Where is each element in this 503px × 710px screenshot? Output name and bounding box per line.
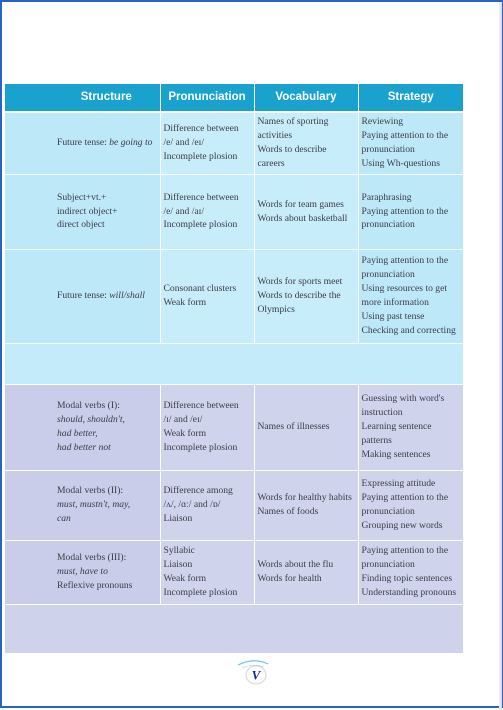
pronunciation-cell xyxy=(160,112,254,174)
structure-title: Modal verbs (I): xyxy=(57,400,120,412)
strategy-line: Checking and correcting xyxy=(361,324,456,336)
pronunciation-line: Weak form xyxy=(163,297,207,308)
structure-italic: had better, xyxy=(57,428,98,439)
table-row xyxy=(5,249,463,343)
header-pronunciation: Pronunciation xyxy=(160,84,254,112)
table-row xyxy=(5,384,463,470)
pronunciation-cell xyxy=(160,174,254,249)
vocabulary-cell xyxy=(254,112,358,174)
structure-line: Subject+vt.+ xyxy=(57,191,107,203)
strategy-line: Grouping new words xyxy=(361,519,443,531)
pronunciation-line: Difference among xyxy=(163,485,233,497)
vocabulary-cell xyxy=(254,249,358,343)
structure-cell xyxy=(5,384,160,470)
vocabulary-cell xyxy=(254,470,358,540)
vocabulary-line: Words to describe careers xyxy=(257,144,327,170)
strategy-line: Paraphrasing xyxy=(361,191,412,203)
strategy-line: Using Wh-questions xyxy=(361,158,440,170)
structure-cell xyxy=(5,540,160,604)
pronunciation-line: Liaison xyxy=(163,559,193,571)
pronunciation-line: Incomplete plosion xyxy=(163,219,238,231)
structure-cell xyxy=(5,470,160,540)
footer-band-cell xyxy=(5,604,463,653)
strategy-line: Paying attention to the pronunciation xyxy=(361,545,449,571)
pronunciation-line: /ʌ/, /ɑː/ and /ɒ/ xyxy=(163,499,221,511)
strategy-line: Using resources to get more information xyxy=(361,283,448,308)
vocabulary-line: Words for sports meet xyxy=(257,276,343,288)
strategy-line: Paying attention to the pronunciation xyxy=(361,205,449,231)
vocabulary-cell xyxy=(254,174,358,249)
vocabulary-line: Words for health xyxy=(257,573,322,584)
strategy-cell xyxy=(358,540,463,604)
strategy-cell xyxy=(358,249,463,343)
strategy-line: Learning sentence patterns xyxy=(361,421,432,446)
structure-title: Modal verbs (II): xyxy=(57,485,124,497)
table-row xyxy=(5,112,463,174)
vocabulary-line: Words about the flu xyxy=(257,559,334,571)
strategy-line: Finding topic sentences xyxy=(361,573,453,584)
vocabulary-line: Words for healthy habits xyxy=(257,492,352,504)
logo-swoosh-icon xyxy=(238,661,268,665)
pronunciation-cell xyxy=(160,470,254,540)
pronunciation-cell xyxy=(160,249,254,343)
pronunciation-line: Liaison xyxy=(163,512,193,524)
structure-title: Modal verbs (III): xyxy=(57,552,127,564)
strategy-cell xyxy=(358,174,463,249)
strategy-cell xyxy=(358,112,463,174)
pronunciation-line: Syllabic xyxy=(163,545,195,557)
strategy-line: Expressing attitude xyxy=(361,478,436,490)
strategy-cell xyxy=(358,470,463,540)
vocabulary-line: Names of foods xyxy=(257,506,319,517)
strategy-line: Guessing with word's instruction xyxy=(361,393,445,419)
pronunciation-line: /e/ and /aɪ/ xyxy=(163,205,204,217)
page-number: V xyxy=(251,667,261,683)
table-footer-band xyxy=(5,604,463,653)
pronunciation-cell xyxy=(160,540,254,604)
strategy-line: Using past tense xyxy=(361,310,425,322)
strategy-line: Reviewing xyxy=(361,116,404,128)
vocabulary-line: Words to describe the Olympics xyxy=(257,290,341,315)
pronunciation-line: Weak form xyxy=(163,573,207,584)
vocabulary-cell xyxy=(254,540,358,604)
pronunciation-line: Incomplete plosion xyxy=(163,586,238,598)
strategy-line: Paying attention to the pronunciation xyxy=(361,492,449,517)
structure-italic: will/shall xyxy=(109,290,145,302)
scan-shadow xyxy=(499,2,502,710)
header-strategy: Strategy xyxy=(358,84,463,112)
pronunciation-line: Consonant clusters xyxy=(163,283,237,295)
pronunciation-line: Incomplete plosion xyxy=(163,441,238,453)
strategy-cell xyxy=(358,384,463,470)
structure-text: Future tense: xyxy=(57,290,110,302)
syllabus-table xyxy=(5,84,463,653)
table-row xyxy=(5,540,463,604)
structure-text: Future tense: xyxy=(57,137,110,149)
structure-cell xyxy=(5,249,160,343)
structure-italic: must, mustn't, may, xyxy=(57,499,131,511)
table-header-row xyxy=(5,84,463,112)
structure-italic: must, have to xyxy=(57,566,108,578)
structure-italic: be going to xyxy=(109,137,153,149)
structure-cell xyxy=(5,112,160,174)
page-number-logo xyxy=(234,659,274,687)
structure-line: Reflexive pronouns xyxy=(57,579,133,591)
strategy-line: Understanding pronouns xyxy=(361,586,457,598)
table-row xyxy=(5,174,463,249)
unit-separator-band xyxy=(5,343,463,384)
separator-cell xyxy=(5,343,463,384)
header-structure: Structure xyxy=(5,84,160,112)
vocabulary-line: Words about basketball xyxy=(257,212,348,224)
pronunciation-line: /ɪ/ and /eɪ/ xyxy=(163,414,203,426)
pronunciation-line: /e/ and /eɪ/ xyxy=(163,137,204,149)
structure-italic: should, shouldn't, xyxy=(57,414,125,426)
vocabulary-line: Names of sporting activities xyxy=(257,116,329,142)
vocabulary-line: Names of illnesses xyxy=(257,421,330,433)
structure-line: indirect object+ xyxy=(57,205,118,217)
strategy-line: Making sentences xyxy=(361,448,431,460)
pronunciation-line: Difference between xyxy=(163,123,239,135)
vocabulary-cell xyxy=(254,384,358,470)
strategy-line: Paying attention to the pronunciation xyxy=(361,255,449,281)
pronunciation-line: Difference between xyxy=(163,400,239,412)
table-row xyxy=(5,470,463,540)
strategy-line: Paying attention to the pronunciation xyxy=(361,130,449,156)
vocabulary-line: Words for team games xyxy=(257,198,344,210)
pronunciation-line: Incomplete plosion xyxy=(163,151,238,163)
pronunciation-cell xyxy=(160,384,254,470)
structure-italic: can xyxy=(57,512,71,524)
structure-italic: had better not xyxy=(57,441,111,453)
structure-line: direct object xyxy=(57,219,105,231)
pronunciation-line: Weak form xyxy=(163,428,207,439)
header-vocabulary: Vocabulary xyxy=(254,84,358,112)
pronunciation-line: Difference between xyxy=(163,191,239,203)
structure-cell xyxy=(5,174,160,249)
